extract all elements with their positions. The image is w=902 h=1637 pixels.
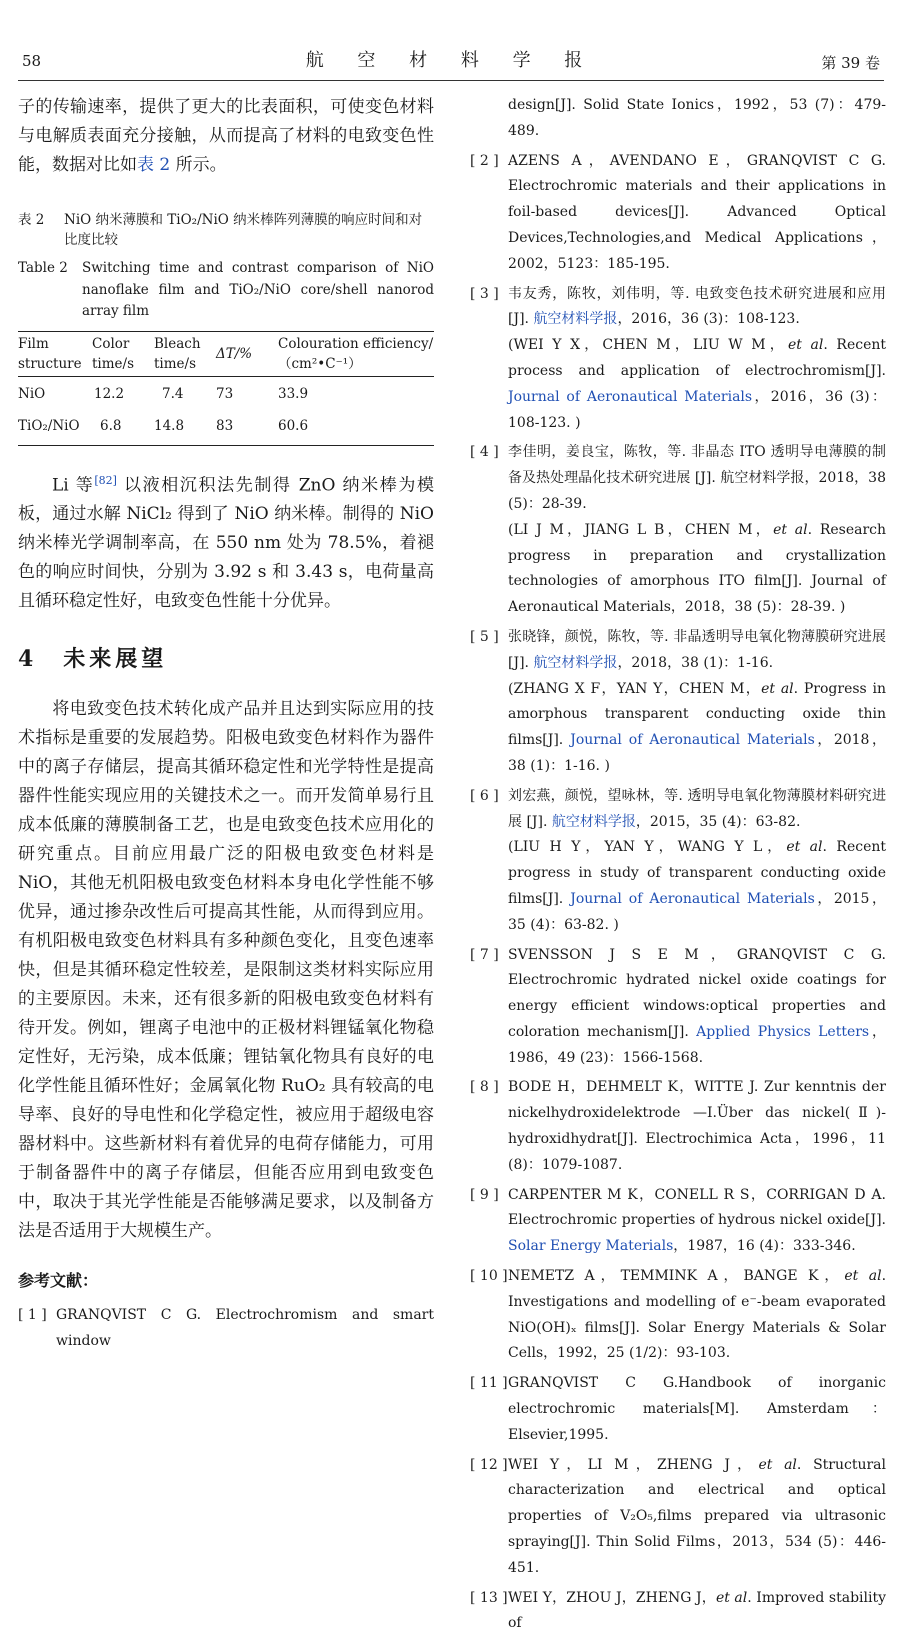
reference-text: design[J]. Solid State Ionics，1992，53 (7)：479-489.	[508, 97, 886, 139]
table-cell: 14.8	[154, 417, 185, 434]
right-column	[470, 93, 886, 1637]
reference-number: [ 3 ]	[470, 285, 499, 302]
reference-text	[508, 625, 886, 780]
reference-fragment: . Progress in amorphous transparent conducting oxide thin films[J].	[508, 680, 886, 749]
italic-text: et al	[787, 337, 824, 354]
paragraph-outlook	[18, 695, 434, 1246]
col-header: Colouration efficiency/（cm²•C⁻¹）	[278, 335, 434, 372]
reference-fragment: WEI Y，LI M，ZHENG J，	[508, 1456, 759, 1473]
paragraph-intro	[18, 93, 434, 180]
reference-item	[470, 440, 886, 621]
table-title-en: Switching time and contrast comparison of NiO nanoflake film and TiO₂/NiO core/shell nanorod array film	[82, 260, 434, 319]
table-link[interactable]: 表 2	[137, 155, 171, 175]
reference-item	[470, 1183, 886, 1260]
reference-item	[470, 625, 886, 780]
reference-item	[470, 1586, 886, 1637]
reference-fragment: . Structural characterization and electrical and optical properties of V₂O₅,films prepared via ultrasonic spraying[J]. Thin Solid Films，2013，534 (5)：446-451.	[508, 1456, 886, 1576]
reference-link[interactable]: Journal of Aeronautical Materials	[570, 890, 815, 907]
citation-link[interactable]: [82]	[94, 473, 117, 487]
table-title-cn: NiO 纳米薄膜和 TiO₂/NiO 纳米棒阵列薄膜的响应时间和对比度比较	[64, 212, 423, 248]
table-row	[18, 376, 434, 409]
table-cell: 12.2	[94, 385, 125, 402]
reference-text	[508, 1075, 886, 1178]
reference-fragment: ，1986，49 (23)：1566-1568.	[508, 1023, 886, 1066]
reference-fragment: ，2015，35 (4)：63-82. )	[508, 890, 886, 933]
italic-text: et al	[758, 1456, 797, 1473]
reference-link[interactable]: 航空材料学报	[533, 654, 618, 671]
italic-text: et al	[715, 1589, 748, 1606]
paragraph-text: 以液相沉积法先制得 ZnO 纳米棒为模板，通过水解 NiCl₂ 得到了 NiO 纳米棒。制得的 NiO 纳米棒光学调制率高，在 550 nm 处为 78.5%，着褪色的响应时间快，分别为 3.92 s 和 3.43 s，电荷量高且循环稳定性好，电致变色性能十分优异。	[18, 475, 434, 612]
reference-text	[508, 784, 886, 939]
col-header: Bleach time/s	[154, 335, 201, 372]
table-cell: NiO	[18, 385, 46, 402]
reference-fragment: 李佳明，姜良宝，陈牧，等. 非晶态 ITO 透明导电薄膜的制备及热处理晶化技术研究进展 [J]. 航空材料学报，2018，38 (5)：28-39.	[508, 444, 886, 512]
table-label-cn: 表 2	[18, 212, 45, 228]
reference-link[interactable]: 航空材料学报	[533, 311, 618, 328]
col-header: ΔT/%	[216, 345, 253, 362]
reference-link[interactable]: 航空材料学报	[551, 813, 636, 830]
reference-text	[508, 1453, 886, 1582]
reference-item	[470, 282, 886, 437]
reference-fragment: (ZHANG X F，YAN Y，CHEN M，	[508, 680, 762, 697]
reference-number: [ 7 ]	[470, 946, 499, 963]
reference-fragment: 刘宏燕，颜悦，望咏林，等. 透明导电氧化物薄膜材料研究进展 [J].	[508, 787, 886, 830]
reference-text: GRANQVIST C G. Electrochromism and smart window	[56, 1307, 434, 1349]
reference-number: [ 1 ]	[18, 1307, 47, 1324]
paragraph-text: 将电致变色技术转化成产品并且达到实际应用的技术指标是重要的发展趋势。阳极电致变色材料作为器件中的离子存储层，提高其循环稳定性和光学特性是提高器件性能实现应用的关键技术之一。而开发简单易行且成本低廉的薄膜制备工艺，也是电致变色技术应用化的研究重点。目前应用最广泛的阳极电致变色材料是 NiO，其他无机阳极电致变色材料本身电化学性能不够优异，通过掺杂改性后可提高其性能，从而得到应用。有机阳极电致变色材料具有多种颜色变化，且变色速率快，但是其循环稳定性较差，是限制这类材料实际应用的主要原因。未来，还有很多新的阳极电致变色材料有待开发。例如，锂离子电池中的正极材料锂锰氧化物稳定性好，无污染，成本低廉；锂钴氧化物具有良好的电化学性能且循环性好；金属氧化物 RuO₂ 具有较高的电导率、良好的导电性和化学稳定性，被应用于超级电容器材料中。这些新材料有着优异的电荷存储能力，可用于制备器件中的离子存储层，但能否应用到电致变色中，取决于其光学性能是否能够满足要求，以及制备方法是否适用于大规模生产。	[18, 699, 434, 1242]
reference-fragment: . Investigations and modelling of e⁻-beam evaporated NiO(OH)ₓ films[J]. Solar Energy Materials & Solar Cells，1992，25 (1/2)：93-103.	[508, 1268, 887, 1362]
reference-fragment: BODE H，DEHMELT K，WITTE J. Zur kenntnis der nickelhydroxidelektrode —I.Über das nickel(Ⅱ)-hydroxidhydrat[J]. Electrochimica Acta，1996，11 (8)：1079-1087.	[508, 1079, 886, 1173]
reference-text	[508, 282, 886, 437]
reference-fragment: NEMETZ A，TEMMINK A，BANGE K，	[508, 1268, 845, 1285]
reference-number: [ 6 ]	[470, 787, 499, 804]
table-caption-cn	[18, 210, 434, 250]
data-table	[18, 331, 434, 446]
reference-text	[508, 149, 886, 278]
table-cell: TiO₂/NiO	[18, 417, 80, 434]
reference-fragment: . Recent progress in study of transparent conducting oxide films[J].	[508, 839, 886, 907]
col-header: Film structure	[18, 335, 82, 372]
italic-text: et al	[786, 839, 823, 856]
reference-link[interactable]: Journal of Aeronautical Materials	[508, 388, 753, 405]
reference-number: [ 4 ]	[470, 444, 499, 461]
reference-text	[508, 1371, 886, 1448]
journal-title: 航 空 材 料 学 报	[305, 50, 597, 71]
reference-fragment: WEI Y，ZHOU J，ZHENG J，	[508, 1589, 716, 1606]
reference-text	[508, 1586, 886, 1637]
reference-fragment: ，1987，16 (4)：333-346.	[673, 1238, 856, 1255]
reference-item	[470, 1264, 886, 1367]
reference-number: [ 11 ]	[470, 1375, 508, 1392]
page-header	[0, 0, 902, 82]
reference-item	[470, 1371, 886, 1448]
reference-item-continued	[470, 93, 886, 145]
reference-number: [ 13 ]	[470, 1589, 508, 1606]
reference-item	[470, 149, 886, 278]
table-cell: 6.8	[100, 417, 122, 434]
italic-text: et al	[844, 1268, 882, 1285]
reference-fragment: ，2015，35 (4)：63-82.	[635, 813, 801, 830]
table-label-en: Table 2	[18, 260, 68, 276]
reference-text	[508, 1183, 886, 1260]
reference-link[interactable]: Solar Energy Materials	[508, 1238, 674, 1255]
reference-fragment: 韦友秀，陈牧，刘伟明，等. 电致变色技术研究进展和应用 [J].	[508, 285, 886, 328]
reference-fragment: . Research progress in preparation and crystallization technologies of amorphous ITO film[J]. Journal of Aeronautical Materials，2018，38 (5)：28-39. )	[508, 521, 887, 616]
reference-text	[508, 943, 886, 1072]
reference-fragment: ，2016，36 (3)：108-123.	[617, 311, 800, 328]
col-header: Color time/s	[92, 335, 135, 372]
reference-fragment: (LIU H Y，YAN Y，WANG Y L，	[508, 839, 787, 856]
table-cell: 83	[216, 417, 234, 434]
paragraph-text: 子的传输速率，提供了更大的比表面积，可使变色材料与电解质表面充分接触，从而提高了材料的电致变色性能，数据对比如	[18, 97, 434, 175]
reference-list	[470, 149, 886, 1637]
italic-text: et al	[773, 521, 808, 538]
reference-item	[18, 1303, 434, 1355]
reference-text	[508, 1264, 886, 1367]
table-row	[18, 409, 434, 446]
reference-item	[470, 784, 886, 939]
italic-text: et al	[761, 680, 794, 697]
reference-text	[508, 440, 886, 621]
left-column	[18, 93, 434, 1355]
reference-fragment: CARPENTER M K，CONELL R S，CORRIGAN D A. Electrochromic properties of hydrous nickel oxide[J].	[508, 1186, 886, 1229]
reference-link[interactable]: Applied Physics Letters	[696, 1023, 870, 1040]
reference-fragment: SVENSSON J S E M，GRANQVIST C G. Electrochromic hydrated nickel oxide coatings for energy efficient windows:optical properties and coloration mechanism[J].	[508, 946, 886, 1040]
section-heading: 4 未来展望	[18, 646, 168, 673]
paragraph-text: Li 等	[52, 475, 95, 496]
reference-item	[470, 943, 886, 1072]
reference-number: [ 9 ]	[470, 1186, 499, 1203]
reference-number: [ 5 ]	[470, 628, 499, 645]
reference-fragment: . Improved stability of	[508, 1589, 887, 1632]
table-cell: 60.6	[278, 417, 309, 434]
table-caption-en	[18, 258, 434, 323]
reference-number: [ 2 ]	[470, 152, 499, 169]
reference-fragment: 张晓锋，颜悦，陈牧，等. 非晶透明导电氧化物薄膜研究进展 [J].	[508, 628, 886, 671]
reference-fragment: ，2018，38 (1)：1-16. )	[508, 732, 886, 774]
reference-fragment: ，2016，36 (3)：108-123. )	[508, 388, 886, 431]
reference-item	[470, 1453, 886, 1582]
reference-link[interactable]: Journal of Aeronautical Materials	[570, 732, 815, 749]
volume-label: 第 39 卷	[821, 54, 880, 72]
reference-item	[470, 1075, 886, 1178]
table-cell: 33.9	[278, 385, 309, 402]
reference-fragment: . Recent process and application of electrochromism[J].	[508, 337, 887, 379]
paragraph-text-end: 所示。	[170, 155, 227, 175]
reference-fragment: AZENS A，AVENDANO E，GRANQVIST C G. Electrochromic materials and their applications in foil-based devices[J]. Advanced Optical Devices,Technologies,and Medical Applications，2002，5123：185-195.	[508, 152, 886, 272]
table-cell: 73	[216, 385, 234, 402]
references-heading: 参考文献：	[18, 1271, 99, 1291]
reference-number: [ 10 ]	[470, 1268, 508, 1285]
reference-fragment: (WEI Y X，CHEN M，LIU W M，	[508, 337, 788, 354]
paragraph-li	[18, 466, 434, 617]
reference-fragment: ，2018，38 (1)：1-16.	[617, 654, 774, 671]
reference-number: [ 12 ]	[470, 1456, 508, 1473]
table-cell: 7.4	[162, 385, 184, 402]
reference-fragment: GRANQVIST C G.Handbook of inorganic electrochromic materials[M]. Amsterdam：Elsevier,1995.	[508, 1375, 886, 1443]
page-number: 58	[22, 52, 42, 70]
reference-number: [ 8 ]	[470, 1079, 499, 1096]
reference-fragment: (LI J M，JIANG L B，CHEN M，	[508, 521, 774, 538]
table-header-row	[18, 331, 434, 376]
header-rule	[18, 80, 884, 81]
